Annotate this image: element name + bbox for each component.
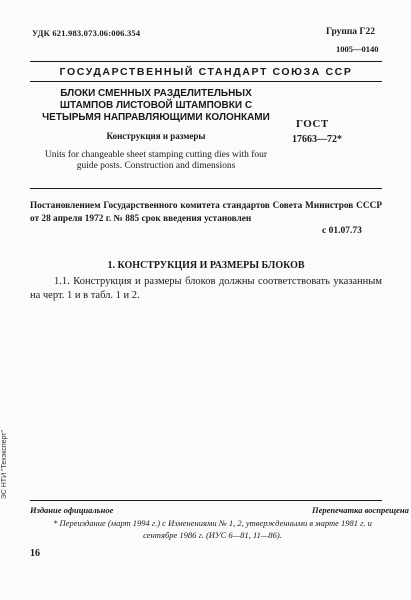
footer-rule bbox=[30, 500, 382, 501]
group-code: Группа Г22 bbox=[326, 27, 375, 37]
header-rule-bottom bbox=[30, 81, 382, 82]
official-edition-label: Издание официальное bbox=[30, 505, 114, 515]
title-rule bbox=[30, 188, 382, 189]
decree-text: Постановлением Государственного комитета стандартов Совета Министров СССР от 28 апреля 1972 г. № 885 срок введения установлен bbox=[30, 201, 382, 224]
reprint-prohibited-label: Перепечатка воспрещена bbox=[312, 505, 409, 515]
effective-date: с 01.07.73 bbox=[322, 226, 362, 236]
gost-number: 17663—72* bbox=[292, 134, 342, 145]
document-title-ru: БЛОКИ СМЕННЫХ РАЗДЕЛИТЕЛЬНЫХ ШТАМПОВ ЛИСТОВОЙ ШТАМПОВКИ С ЧЕТЫРЬМЯ НАПРАВЛЯЮЩИМИ КОЛОНКАМИ bbox=[42, 88, 270, 123]
udk-code: УДК 621.983.073.06:006.354 bbox=[32, 28, 141, 38]
section-title: 1. КОНСТРУКЦИЯ И РАЗМЕРЫ БЛОКОВ bbox=[107, 260, 305, 271]
header-rule-top bbox=[30, 61, 382, 62]
okstu-code: 1005—0140 bbox=[336, 44, 379, 54]
gost-label: ГОСТ bbox=[296, 118, 329, 130]
page-number: 16 bbox=[30, 548, 40, 559]
state-standard-title: ГОСУДАРСТВЕННЫЙ СТАНДАРТ СОЮЗА ССР bbox=[59, 66, 353, 78]
document-title-en: Units for changeable sheet stamping cutting dies with four guide posts. Construction and dimensions bbox=[44, 150, 268, 171]
reissue-note: * Переиздание (март 1994 г.) с Изменениями № 1, 2, утвержденными в марте 1981 г. и сентябре 1986 г. (ИУС 6—81, 11—86). bbox=[53, 518, 372, 540]
paragraph-1-1: 1.1. Конструкция и размеры блоков должны соответствовать указанным на черт. 1 и в табл. 1 и 2. bbox=[30, 276, 382, 301]
document-subtitle-ru: Конструкция и размеры bbox=[106, 131, 206, 141]
side-watermark-stamp: ЭС НТИ "Техэксперт" bbox=[1, 430, 8, 500]
